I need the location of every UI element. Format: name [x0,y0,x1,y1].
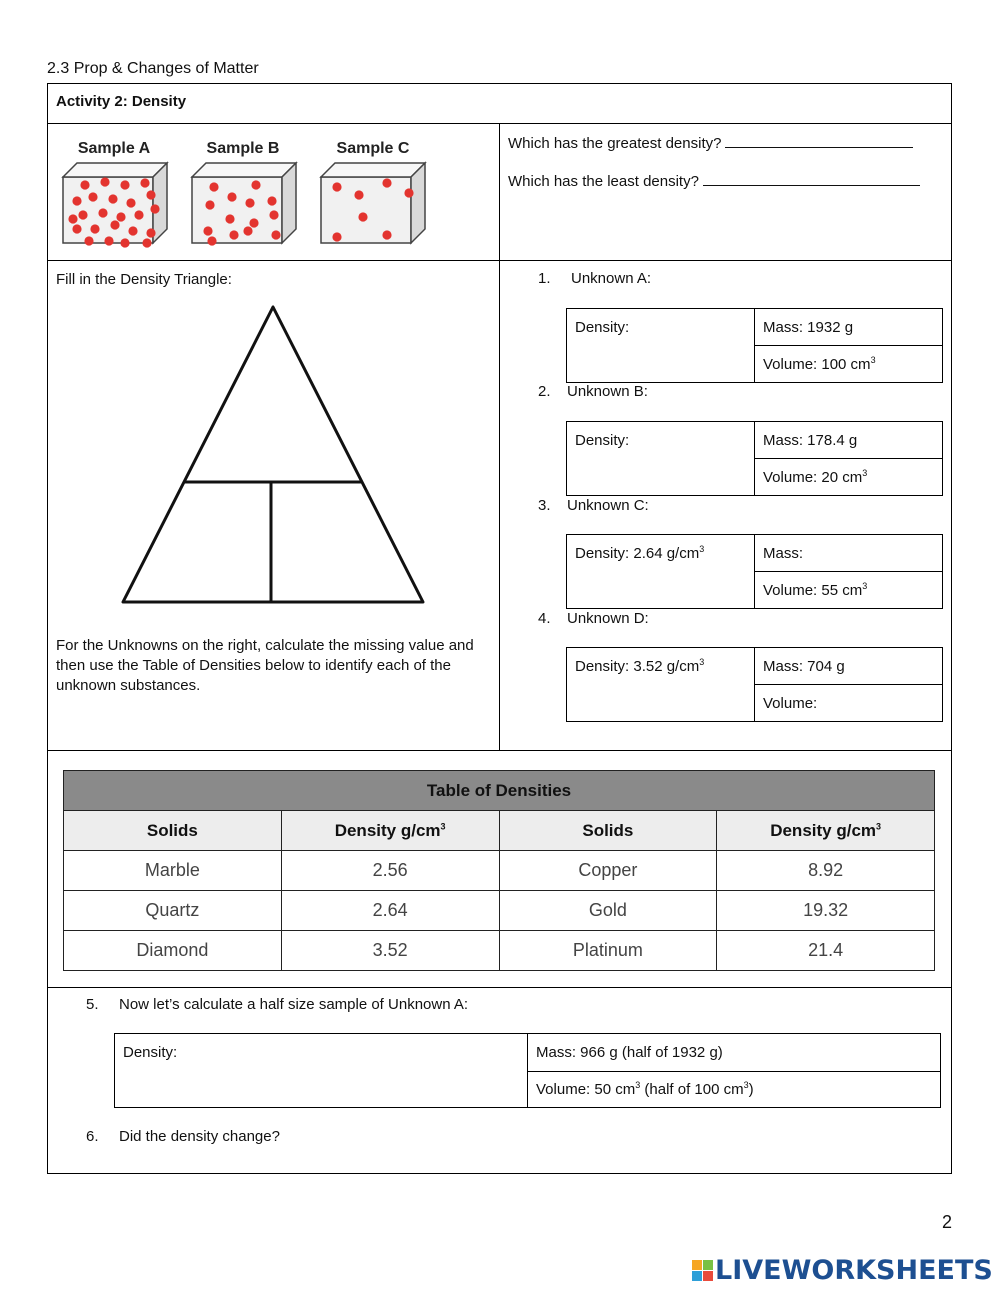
logo-text: LIVEWORKSHEETS [715,1254,993,1286]
least-density-answer-line[interactable] [703,171,920,186]
particle-dot [88,192,97,201]
particle-dot [209,182,218,191]
unknown-c-mass[interactable]: Mass: [755,535,943,572]
particle-dot [251,180,260,189]
table-cell: Quartz [64,891,282,931]
table-cell: Platinum [499,931,717,971]
particle-dot [227,192,236,201]
density-table-header: Density $g/cm^3$ [281,811,499,851]
sample-a-label: Sample A [77,140,151,157]
greatest-density-text: Which has the greatest density? [508,135,722,152]
particle-dot [146,228,155,237]
density-table-header: Solids [64,811,282,851]
half-sample-volume: Volume: 50 $cm^3$ (half of 100 $cm^3$) [528,1072,941,1108]
particle-dot [126,198,135,207]
particle-dot [271,230,280,239]
particle-dot [120,180,129,189]
table-row [64,891,935,931]
row-divider [48,750,951,751]
q6-number: 6. [86,1128,99,1145]
particle-dot [116,212,125,221]
particle-dot [98,208,107,217]
table-cell: 2.56 [281,851,499,891]
unknown-b-table [566,421,943,496]
sample-c-box [321,163,425,243]
row-divider [48,987,951,988]
table-cell: Copper [499,851,717,891]
unknown-d-mass: Mass: 704 g [755,648,943,685]
particle-dot [205,200,214,209]
logo-block [692,1271,702,1281]
unknown-c-volume: Volume: 55 $cm^3$ [755,572,943,609]
particle-dot [354,190,363,199]
page-header-title: 2.3 Prop & Changes of Matter [47,60,259,77]
q6-text: Did the density change? [119,1128,280,1145]
particle-dot [72,224,81,233]
unknown-b-mass: Mass: 178.4 g [755,422,943,459]
particle-dot [80,180,89,189]
page-number: 2 [941,1212,952,1232]
particle-dot [207,236,216,245]
activity-title: Activity 2: Density [56,93,187,110]
particle-dot [243,226,252,235]
table-cell: Gold [499,891,717,931]
particle-dot [104,236,113,245]
least-density-question [508,171,920,192]
unknown-c-title: Unknown C: [567,497,649,514]
logo-block [703,1271,713,1281]
particle-dot [358,212,367,221]
logo-blocks-icon [692,1260,713,1281]
density-triangle[interactable] [118,303,430,608]
unknown-b-title: Unknown B: [567,383,648,400]
particle-dot [267,196,276,205]
particle-dot [110,220,119,229]
particle-dot [84,236,93,245]
greatest-density-question [508,133,913,154]
density-table-caption: Table of Densities [64,771,935,811]
particle-dot [68,214,77,223]
density-table-header: Solids [499,811,717,851]
table-cell: 21.4 [717,931,935,971]
table-cell: 3.52 [281,931,499,971]
particle-dot [100,177,109,186]
unknown-b-number: 2. [538,383,551,400]
unknown-a-density[interactable]: Density: [567,309,755,383]
table-row [64,851,935,891]
unknown-d-table [566,647,943,722]
particle-dot [332,182,341,191]
particle-dot [225,214,234,223]
particle-dot [229,230,238,239]
density-table [63,770,935,971]
unknown-b-density[interactable]: Density: [567,422,755,496]
q5-text: Now let’s calculate a half size sample of Unknown A: [119,996,469,1013]
particle-dot [269,210,278,219]
particle-dot [404,188,413,197]
unknown-c-density: Density: 2.64 $g/cm^3$ [567,535,755,609]
table-row [64,931,935,971]
triangle-label: Fill in the Density Triangle: [56,271,232,288]
unknown-d-number: 4. [538,610,551,627]
unknown-a-mass: Mass: 1932 g [755,309,943,346]
table-cell: 2.64 [281,891,499,931]
unknown-d-density: Density: 3.52 $g/cm^3$ [567,648,755,722]
samples-illustration [55,130,445,250]
density-table-header: Density $g/cm^3$ [717,811,935,851]
particle-dot [382,178,391,187]
particle-dot [134,210,143,219]
half-sample-table [114,1033,941,1108]
particle-dot [72,196,81,205]
particle-dot [140,178,149,187]
particle-dot [382,230,391,239]
unknown-b-volume: Volume: 20 $cm^3$ [755,459,943,496]
particle-dot [128,226,137,235]
unknown-c-number: 3. [538,497,551,514]
particle-dot [108,194,117,203]
unknown-d-title: Unknown D: [567,610,649,627]
liveworksheets-logo[interactable] [692,1255,993,1285]
sample-c-label: Sample C [336,140,410,157]
particle-dot [142,238,151,247]
table-cell: 19.32 [717,891,935,931]
table-cell: Diamond [64,931,282,971]
table-cell: 8.92 [717,851,935,891]
q5-number: 5. [86,996,99,1013]
column-divider [499,123,500,750]
unknown-a-table [566,308,943,383]
unknown-a-number: 1. [538,270,551,287]
sample-b-box [192,163,296,246]
table-cell: Marble [64,851,282,891]
particle-dot [245,198,254,207]
unknowns-instructions: For the Unknowns on the right, calculate the missing value and then use the Table of Densities below to identify each of the unknown substances. [56,637,474,694]
sample-b-label: Sample B [206,140,280,157]
particle-dot [120,238,129,247]
least-density-text: Which has the least density? [508,173,699,190]
particle-dot [150,204,159,213]
particle-dot [249,218,258,227]
particle-dot [332,232,341,241]
unknown-a-title: Unknown A: [571,270,652,287]
particle-dot [90,224,99,233]
particle-dot [78,210,87,219]
sample-a-box [63,163,167,248]
particle-dot [203,226,212,235]
logo-block [703,1260,713,1270]
half-sample-density[interactable]: Density: [115,1034,528,1108]
unknown-a-volume: Volume: 100 $cm^3$ [755,346,943,383]
logo-block [692,1260,702,1270]
unknown-d-volume[interactable]: Volume: [755,685,943,722]
unknown-c-table [566,534,943,609]
particle-dot [146,190,155,199]
half-sample-mass: Mass: 966 g (half of 1932 g) [528,1034,941,1072]
greatest-density-answer-line[interactable] [725,133,913,148]
